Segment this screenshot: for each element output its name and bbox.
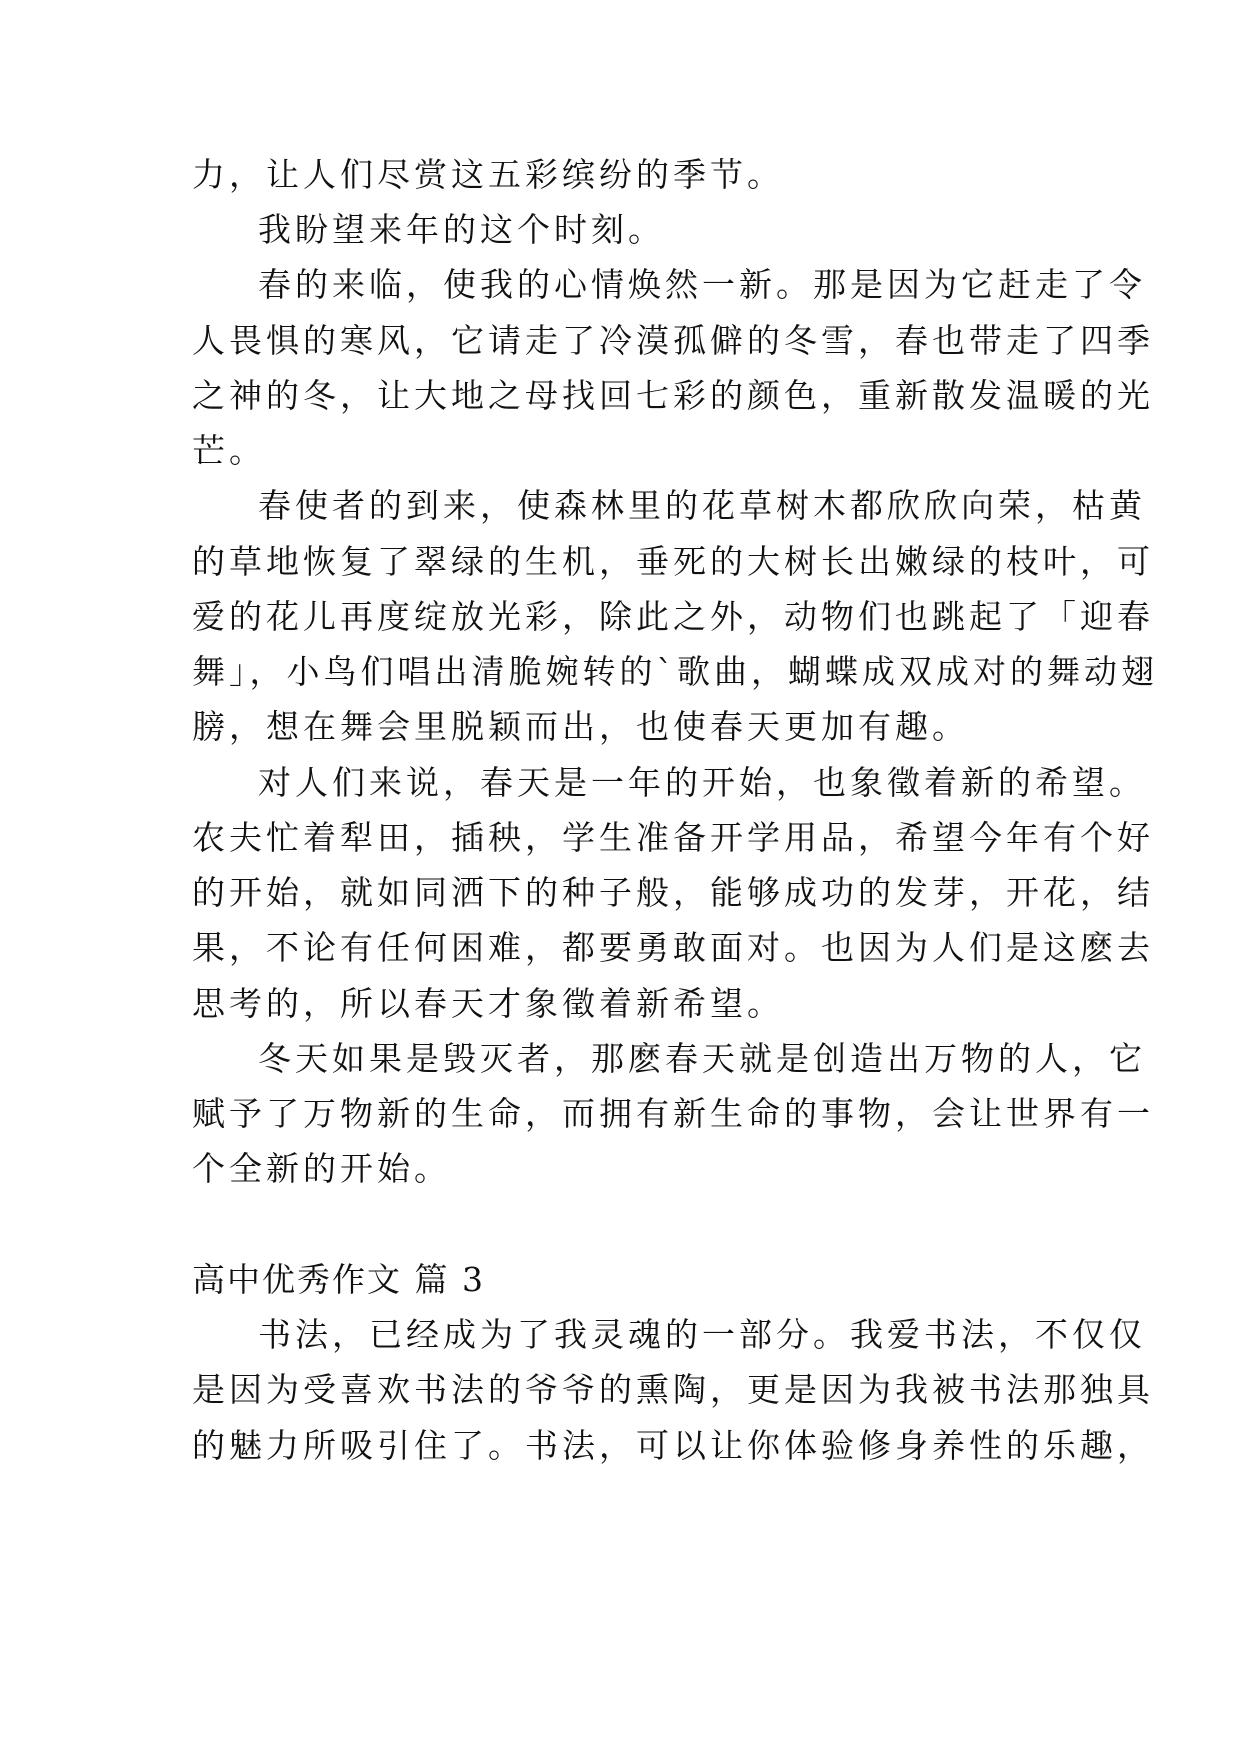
text-line: 我盼望来年的这个时刻。: [258, 210, 665, 249]
text-line: 冬天如果是毁灭者，那麽春天就是创造出万物的人，它: [258, 1039, 1146, 1078]
text-line: 思考的，所以春天才象徵着新希望。: [192, 984, 784, 1023]
text-line: 个全新的开始。: [192, 1149, 451, 1188]
text-line: 的开始，就如同洒下的种子般，能够成功的发芽，开花，结: [192, 873, 1154, 912]
text-line: 春使者的到来，使森林里的花草树木都欣欣向荣，枯黄: [258, 486, 1146, 525]
text-line: 是因为受喜欢书法的爷爷的熏陶，更是因为我被书法那独具: [192, 1370, 1154, 1409]
text-line: 爱的花儿再度绽放光彩，除此之外，动物们也跳起了「迎春: [192, 597, 1154, 636]
text-line: 赋予了万物新的生命，而拥有新生命的事物，会让世界有一: [192, 1094, 1154, 1133]
section-heading: 高中优秀作文 篇 3: [192, 1260, 485, 1299]
text-line: 之神的冬，让大地之母找回七彩的颜色，重新散发温暖的光: [192, 376, 1154, 415]
text-line: 人畏惧的寒风，它请走了冷漠孤僻的冬雪，春也带走了四季: [192, 321, 1154, 360]
text-line: 春的来临，使我的心情焕然一新。那是因为它赶走了令: [258, 265, 1146, 304]
text-line: 书法，已经成为了我灵魂的一部分。我爱书法，不仅仅: [258, 1315, 1146, 1354]
text-line: 的魅力所吸引住了。书法，可以让你体验修身养性的乐趣，: [192, 1426, 1154, 1465]
text-line: 膀，想在舞会里脱颖而出，也使春天更加有趣。: [192, 707, 969, 746]
text-line: 对人们来说，春天是一年的开始，也象徵着新的希望。: [258, 763, 1146, 802]
text-line: 的草地恢复了翠绿的生机，垂死的大树长出嫩绿的枝叶，可: [192, 542, 1154, 581]
text-line: 舞」，小鸟们唱出清脆婉转的`歌曲，蝴蝶成双成对的舞动翅: [192, 652, 1158, 691]
text-line: 芒。: [192, 431, 266, 470]
text-line: 果，不论有任何困难，都要勇敢面对。也因为人们是这麽去: [192, 928, 1154, 967]
text-line: 农夫忙着犁田，插秧，学生准备开学用品，希望今年有个好: [192, 818, 1154, 857]
text-line: 力，让人们尽赏这五彩缤纷的季节。: [192, 155, 784, 194]
